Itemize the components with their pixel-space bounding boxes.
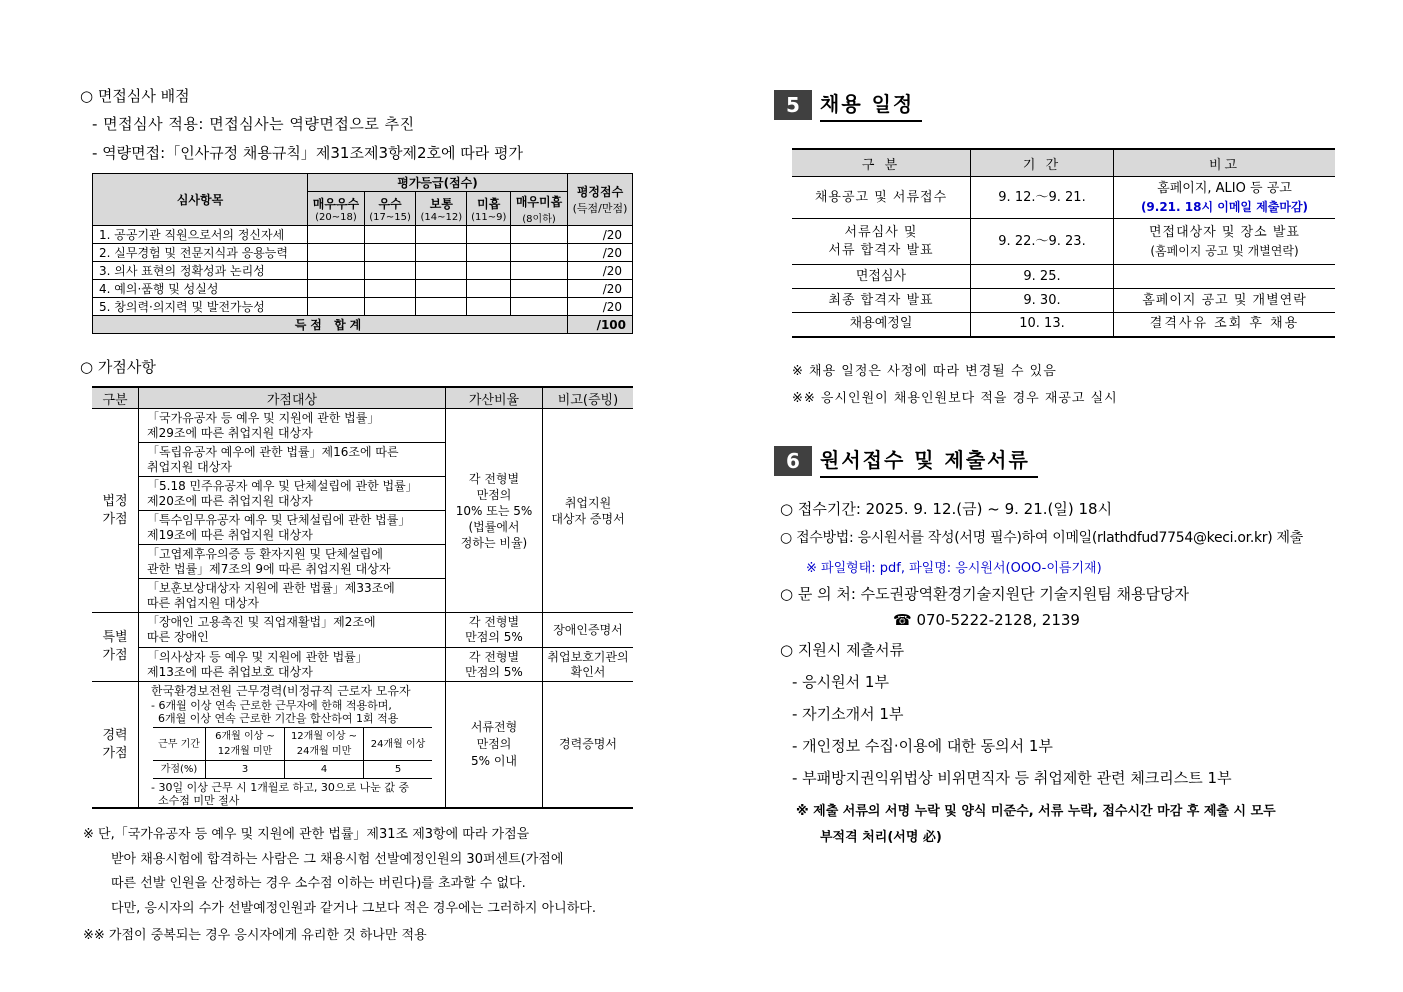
special-target: 「장애인 고용촉진 및 직업재활법」제2조에 따른 장애인 xyxy=(139,613,446,648)
apply-method: ○ 접수방법: 응시원서를 작성(서명 필수)하여 이메일(rlathdfud7754@keci.or.kr) 제출 xyxy=(780,530,1304,546)
apply-period: ○ 접수기간: 2025. 9. 12.(금) ~ 9. 21.(일) 18시 xyxy=(780,500,1113,518)
section5-number: 5 xyxy=(774,90,812,120)
section6-number: 6 xyxy=(774,446,812,476)
schedule-table xyxy=(792,148,1335,338)
legal-item: 「국가유공자 등 예우 및 지원에 관한 법률」 제29조에 따른 취업지원 대상자 xyxy=(139,409,446,443)
sched-col-stage: 구 분 xyxy=(792,149,971,177)
career-note1: - 6개월 이상 연속 근로한 근무자에 한해 적용하며, 6개월 이상 연속 근로한 기간을 합산하여 1회 적용 xyxy=(151,699,399,725)
legal-item: 「독립유공자 예우에 관한 법률」제16조에 따른 취업지원 대상자 xyxy=(139,443,446,477)
bonus-footnote: ※ 단,「국가유공자 등 예우 및 지원에 관한 법률」제31조 제3항에 따라 가점을 받아 채용시험에 합격하는 사람은 그 채용시험 선발예정인원의 30퍼센트(가점에 따른 선발 인원을 산정하는 경우 소수점 이하는 버린다)를 초과할 수 없다. 다만, 응시자의 수가 선발예정인원과 같거나 그보다 적은 경우에는 그러하지 아니하다. xyxy=(83,827,596,916)
bonus-heading: ○ 가점사항 xyxy=(80,358,156,376)
doc-item: - 부패방지권익위법상 비위면직자 등 취업제한 관련 체크리스트 1부 xyxy=(792,769,1232,787)
table-row: 4. 예의·품행 및 성실성 /20 xyxy=(93,280,633,298)
special-category: 특별 가점 xyxy=(92,613,139,682)
table-row: 5. 창의력·의지력 및 발전가능성 /20 xyxy=(93,298,633,316)
section6-title: 원서접수 및 제출서류 xyxy=(820,444,1038,478)
bonus-footnote2: ※※ 가점이 중복되는 경우 응시자에게 유리한 것 하나만 적용 xyxy=(83,928,427,943)
career-rate: 서류전형 만점의 5% 이내 xyxy=(446,682,543,809)
legal-item: 「특수임무유공자 예우 및 단체설립에 관한 법률」 제19조에 따른 취업지원 대상자 xyxy=(139,511,446,545)
warning-line1: ※ 제출 서류의 서명 누락 및 양식 미준수, 서류 누락, 접수시간 마감 후 제출 시 모두 xyxy=(796,804,1276,819)
table-row: 최종 합격자 발표 9. 30. 홈페이지 공고 및 개별연락 xyxy=(792,289,1335,313)
table-row: 1. 공공기관 직원으로서의 정신자세 /20 xyxy=(93,226,633,244)
bonus-col-proof: 비고(증빙) xyxy=(543,387,634,409)
special-rate: 각 전형별 만점의 5% xyxy=(446,613,543,648)
interview-heading: ○ 면접심사 배점 xyxy=(80,87,190,105)
bonus-col-target: 가점대상 xyxy=(139,387,446,409)
bonus-table xyxy=(92,386,633,809)
legal-category: 법정 가점 xyxy=(92,409,139,613)
sched-col-note: 비고 xyxy=(1114,149,1336,177)
table-row: 서류심사 및 서류 합격자 발표 9. 22.～9. 23. 면접대상자 및 장소 발표 (홈페이지 공고 및 개별연락) xyxy=(792,219,1335,265)
file-format-note: ※ 파일형태: pdf, 파일명: 응시원서(OOO-이름기재) xyxy=(806,561,1102,576)
doc-item: - 자기소개서 1부 xyxy=(792,705,904,723)
section5-title: 채용 일정 xyxy=(820,88,922,122)
table-row: 2. 실무경험 및 전문지식과 응용능력 /20 xyxy=(93,244,633,262)
legal-item: 「고엽제후유의증 등 환자지원 및 단체설립에 관한 법률」제7조의 9에 따른 취업지원 대상자 xyxy=(139,545,446,579)
table-row: 3. 의사 표현의 정확성과 논리성 /20 xyxy=(93,262,633,280)
sched-col-period: 기 간 xyxy=(971,149,1114,177)
legal-item: 「5.18 민주유공자 예우 및 단체설립에 관한 법률」 제20조에 따른 취업지원 대상자 xyxy=(139,477,446,511)
contact-phone: ☎ 070-5222-2128, 2139 xyxy=(893,611,1080,629)
interview-line2: - 역량면접:「인사규정 채용규칙」제31조제3항제2호에 따라 평가 xyxy=(92,144,523,162)
section5-header xyxy=(774,88,922,122)
total-score: /100 xyxy=(568,316,633,334)
table-row: 채용예정일 10. 13. 결격사유 조회 후 채용 xyxy=(792,313,1335,337)
career-title: 한국환경보전원 근무경력(비정규직 근로자 모유자 xyxy=(151,684,411,698)
grade-2: 우수 (17~15) xyxy=(364,192,415,226)
legal-item: 「보훈보상대상자 지원에 관한 법률」제33조에 따른 취업지원 대상자 xyxy=(139,579,446,613)
legal-proof: 취업지원 대상자 증명서 xyxy=(543,409,634,613)
career-inner-table: 근무 기간 6개월 이상 ~ 12개월 미만 12개월 이상 ~ 24개월 미만 24개월 이상 가점(%) 3 4 5 xyxy=(153,727,432,779)
col-grade-header: 평가등급(점수) xyxy=(308,174,568,192)
doc-item: - 개인정보 수집·이용에 대한 동의서 1부 xyxy=(792,737,1053,755)
interview-line1: - 면접심사 적용: 면접심사는 역량면접으로 추진 xyxy=(92,115,415,133)
docs-heading: ○ 지원시 제출서류 xyxy=(780,641,905,659)
warning-line2: 부적격 처리(서명 必) xyxy=(820,830,942,845)
bonus-col-category: 구분 xyxy=(92,387,139,409)
schedule-note1: ※ 채용 일정은 사정에 따라 변경될 수 있음 xyxy=(792,364,1057,379)
col-score-header: 평정점수 (득점/만점) xyxy=(568,174,633,226)
col-item-header: 심사항목 xyxy=(93,174,308,226)
table-row: 채용공고 및 서류접수 9. 12.～9. 21. 홈페이지, ALIO 등 공고 (9.21. 18시 이메일 제출마감) xyxy=(792,177,1335,219)
bonus-col-rate: 가산비율 xyxy=(446,387,543,409)
doc-item: - 응시원서 1부 xyxy=(792,673,889,691)
career-detail xyxy=(139,682,446,809)
grade-1: 매우우수 (20~18) xyxy=(308,192,365,226)
grade-5: 매우미흡 (8이하) xyxy=(511,192,568,226)
interview-score-table xyxy=(92,173,633,334)
special-rate: 각 전형별 만점의 5% xyxy=(446,648,543,682)
career-category: 경력 가점 xyxy=(92,682,139,809)
special-proof: 취업보호기관의 확인서 xyxy=(543,648,634,682)
total-label: 득점 합계 xyxy=(93,316,568,334)
table-row: 면접심사 9. 25. xyxy=(792,265,1335,289)
special-proof: 장애인증명서 xyxy=(543,613,634,648)
special-target: 「의사상자 등 예우 및 지원에 관한 법률」 제13조에 따른 취업보호 대상자 xyxy=(139,648,446,682)
contact: ○ 문 의 처: 수도권광역환경기술지원단 기술지원팀 채용담당자 xyxy=(780,585,1190,603)
schedule-note2: ※※ 응시인원이 채용인원보다 적을 경우 재공고 실시 xyxy=(792,391,1118,406)
section6-header xyxy=(774,444,1038,478)
grade-4: 미흡 (11~9) xyxy=(467,192,511,226)
grade-3: 보통 (14~12) xyxy=(416,192,467,226)
career-proof: 경력증명서 xyxy=(543,682,634,809)
career-note2: - 30일 이상 근무 시 1개월로 하고, 30으로 나눈 값 중 소수점 미만 절사 xyxy=(151,781,410,807)
legal-rate: 각 전형별 만점의 10% 또는 5% (법률에서 정하는 비율) xyxy=(446,409,543,613)
